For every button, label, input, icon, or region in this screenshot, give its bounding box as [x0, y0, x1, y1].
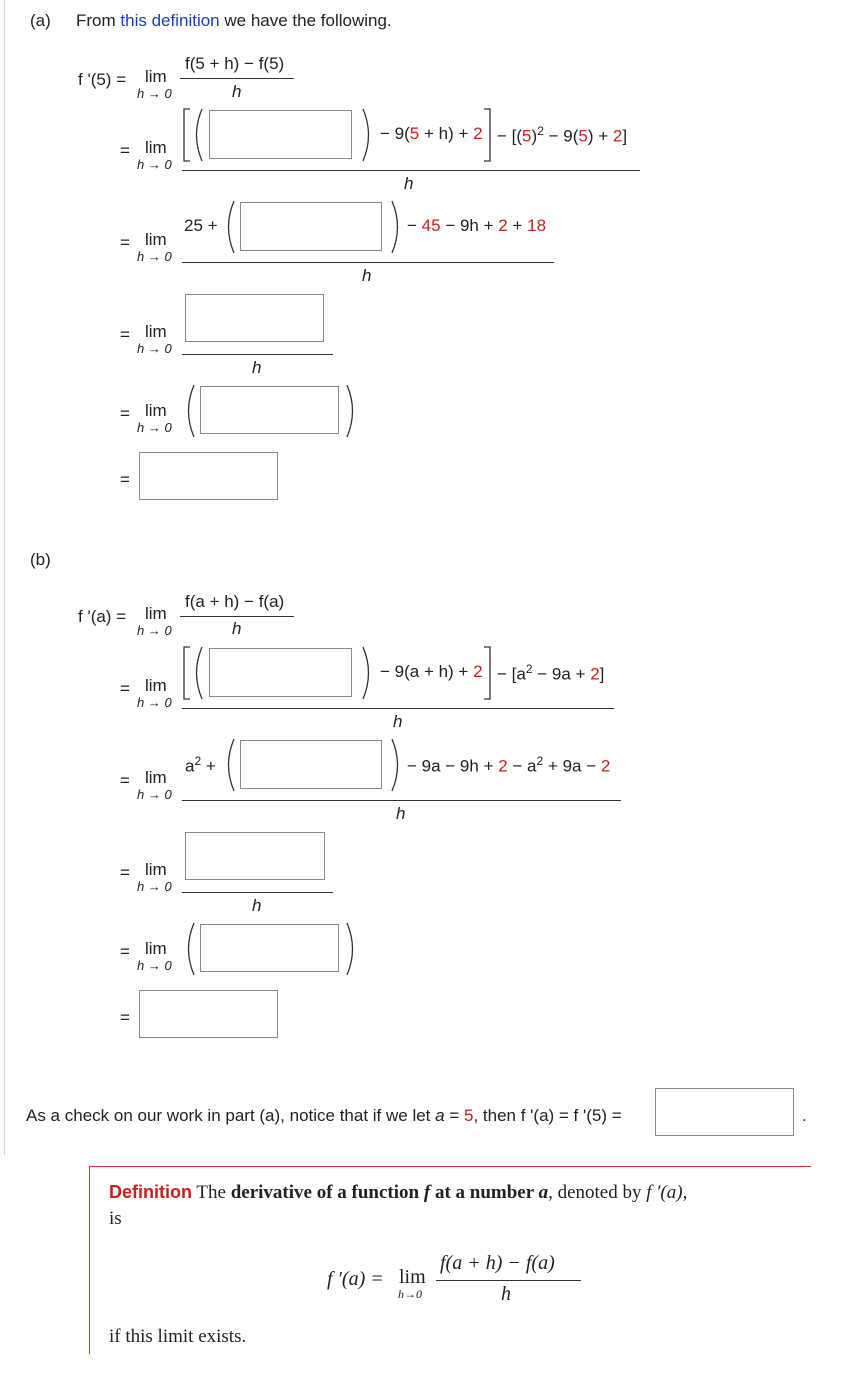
fraction-denominator: h [232, 619, 242, 638]
formula-lhs: f ′(a) = [327, 1268, 384, 1290]
equals-sign: = [120, 233, 130, 252]
left-paren-icon [190, 108, 204, 162]
derivative-lhs: f '(a) = [78, 607, 127, 626]
fraction-denominator: h [362, 266, 372, 285]
expression-rest: − $[a^2 - 9a + 2]$ [497, 662, 605, 684]
left-paren-icon [190, 646, 204, 700]
fraction-denominator: h [252, 896, 262, 915]
fraction-bar [182, 262, 554, 263]
lim-subscript: h → 0 [137, 341, 172, 356]
difference-quotient-numerator: f(a + h) − f(a) [185, 592, 285, 611]
definition-footer: if this limit exists. [109, 1326, 247, 1347]
answer-input[interactable] [139, 452, 278, 500]
formula-fraction-bar [436, 1280, 581, 1281]
fraction-denominator: h [393, 712, 403, 731]
equals-sign: = [120, 470, 130, 489]
lim-text: lim [145, 676, 167, 695]
answer-input[interactable] [240, 202, 382, 251]
right-paren-icon [345, 922, 359, 976]
right-paren-icon [345, 384, 359, 438]
lim-text: lim [145, 230, 167, 249]
equals-sign: = [120, 942, 130, 961]
expression-prefix: $a^2$ + [185, 754, 216, 776]
right-bracket-icon [482, 646, 492, 700]
expression-prefix: 25 + [184, 216, 218, 235]
lim-text: lim [145, 401, 167, 420]
equals-sign: = [120, 1008, 130, 1027]
right-paren-icon [361, 108, 375, 162]
equals-sign: = [120, 141, 130, 160]
formula-lim: lim [399, 1266, 426, 1288]
intro-suffix: we have the following. [224, 11, 392, 30]
check-sentence: As a check on our work in part (a), notice that if we let a = 5, then f '(a) = f '(5) = [26, 1106, 622, 1125]
lim-subscript: h → 0 [137, 879, 172, 894]
definition-heading-line: Definition The derivative of a function f at a number a, denoted by f ′(a), [109, 1182, 688, 1203]
expression-tail: − 45 − 9h + 2 + 18 [407, 216, 547, 235]
part-a-label: (a) [30, 11, 51, 30]
answer-input[interactable] [240, 740, 382, 789]
lim-subscript: h → 0 [137, 249, 172, 264]
answer-input[interactable] [185, 294, 324, 342]
definition-top-border [89, 1166, 811, 1167]
lim-text: lim [145, 939, 167, 958]
formula-lim-subscript: h→0 [398, 1287, 422, 1301]
lim-text: lim [145, 322, 167, 341]
lim-text: lim [145, 768, 167, 787]
check-period: . [802, 1106, 807, 1125]
fraction-bar [182, 800, 621, 801]
check-answer-input[interactable] [655, 1088, 794, 1136]
equals-sign: = [120, 325, 130, 344]
lim-subscript: h → 0 [137, 157, 172, 172]
intro-prefix: From [76, 11, 116, 30]
definition-is: is [109, 1208, 122, 1229]
equals-sign: = [120, 404, 130, 423]
equals-sign: = [120, 679, 130, 698]
fraction-denominator: h [396, 804, 406, 823]
lim-text: lim [145, 138, 167, 157]
expression-tail: − 9(5 + h) + 2 [380, 124, 483, 143]
lim-subscript: h → 0 [137, 958, 172, 973]
fraction-bar [182, 708, 614, 709]
part-b-label: (b) [30, 550, 51, 569]
lim-subscript: h → 0 [137, 695, 172, 710]
left-paren-icon [222, 738, 236, 792]
fraction-bar [182, 354, 333, 355]
left-paren-icon [222, 200, 236, 254]
answer-input[interactable] [209, 648, 352, 697]
definition-title: Definition [109, 1182, 192, 1202]
fraction-bar [182, 892, 333, 893]
right-paren-icon [361, 646, 375, 700]
expression-tail: − $9a - 9h + 2 - a^2 + 9a - 2$ [407, 754, 611, 776]
answer-input[interactable] [200, 924, 339, 972]
lim-subscript: h → 0 [137, 623, 172, 638]
answer-input[interactable] [209, 110, 352, 159]
formula-denominator: h [501, 1283, 511, 1305]
fraction-denominator: h [252, 358, 262, 377]
fraction-bar [180, 78, 294, 79]
answer-input[interactable] [139, 990, 278, 1038]
right-bracket-icon [482, 108, 492, 162]
fraction-denominator: h [404, 174, 414, 193]
formula-numerator: f(a + h) − f(a) [440, 1252, 555, 1274]
lim-text: lim [145, 860, 167, 879]
lim-subscript: h → 0 [137, 420, 172, 435]
fraction-bar [180, 616, 294, 617]
answer-input[interactable] [200, 386, 339, 434]
left-margin-rule [4, 0, 5, 1155]
left-paren-icon [182, 922, 196, 976]
expression-tail: − 9(a + h) + 2 [380, 662, 483, 681]
definition-link[interactable]: this definition [120, 11, 220, 30]
lim-text: lim [145, 604, 167, 623]
lim-subscript: h → 0 [137, 86, 172, 101]
part-a-intro [76, 11, 392, 31]
answer-input[interactable] [185, 832, 325, 880]
fraction-bar [182, 170, 640, 171]
fraction-denominator: h [232, 82, 242, 101]
derivative-lhs: f '(5) = [78, 70, 127, 89]
difference-quotient-numerator: f(5 + h) − f(5) [185, 54, 285, 73]
equals-sign: = [120, 863, 130, 882]
equals-sign: = [120, 771, 130, 790]
right-paren-icon [390, 200, 404, 254]
lim-subscript: h → 0 [137, 787, 172, 802]
lim-text: lim [145, 67, 167, 86]
right-paren-icon [390, 738, 404, 792]
expression-rest: − $[(5)^2 - 9(5) + 2]$ [497, 124, 628, 146]
definition-left-border [89, 1166, 90, 1354]
left-paren-icon [182, 384, 196, 438]
